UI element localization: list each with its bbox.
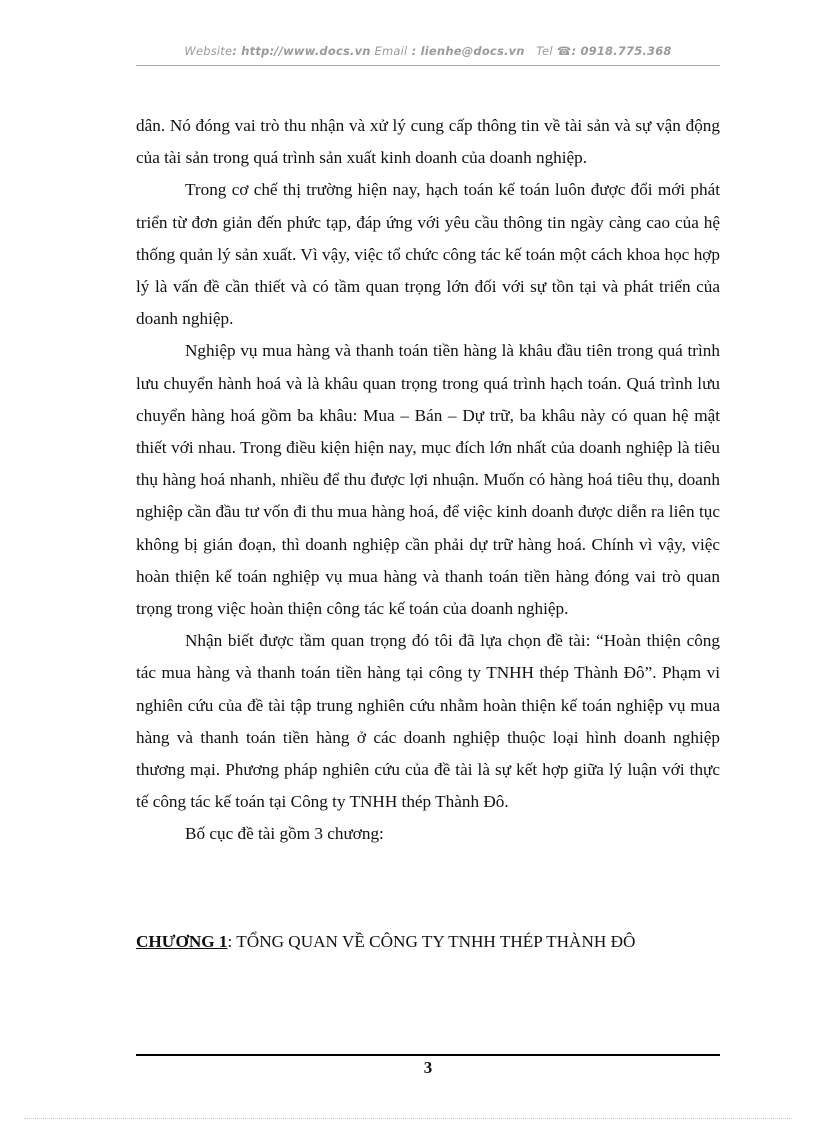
- header-tel-value: ☎: 0918.775.368: [552, 44, 672, 58]
- footer-divider: [136, 1054, 720, 1056]
- header-website-label: Website: [184, 44, 233, 58]
- header-email-label: Email: [370, 44, 408, 58]
- chapter-label: CHƯƠNG 1: [136, 932, 228, 951]
- header-email-link[interactable]: : lienhe@docs.vn: [407, 44, 525, 58]
- paragraph-topic-selection: Nhận biết được tầm quan trọng đó tôi đã lựa chọn đề tài: “Hoàn thiện công tác mua hàng và thanh toán tiền hàng tại công ty TNHH thép Thành Đô”. Phạm vi nghiên cứu của đề tài tập trung nghiên cứu nhằm hoàn thiện kế toán nghiệp vụ mua hàng và thanh toán tiền hàng ở các doanh nghiệp thuộc loại hình doanh nghiệp thương mại. Phương pháp nghiên cứu của đề tài là sự kết hợp giữa lý luận với thực tế công tác kế toán tại Công ty TNHH thép Thành Đô.: [136, 631, 720, 812]
- paragraph-purchasing-operations: Nghiệp vụ mua hàng và thanh toán tiền hàng là khâu đầu tiên trong quá trình lưu chuyển hành hoá và là khâu quan trọng trong quá trình hạch toán. Quá trình lưu chuyển hàng hoá gồm ba khâu: Mua – Bán – Dự trữ, ba khâu này có quan hệ mật thiết với nhau. Trong điều kiện hiện nay, mục đích lớn nhất của doanh nghiệp là tiêu thụ hàng hoá nhanh, nhiều để thu được lợi nhuận. Muốn có hàng hoá tiêu thụ, doanh nghiệp cần đầu tư vốn đi thu mua hàng hoá, để việc kinh doanh được diễn ra liên tục không bị gián đoạn, thì doanh nghiệp cần phải dự trữ hàng hoá. Chính vì vậy, việc hoàn thiện kế toán nghiệp vụ mua hàng và thanh toán tiền hàng đóng vai trò quan trọng trong việc hoàn thiện công tác kế toán của doanh nghiệp.: [136, 341, 720, 619]
- document-body: [136, 110, 720, 851]
- paragraph-structure-intro: Bố cục đề tài gồm 3 chương:: [185, 824, 384, 844]
- paragraph-market-mechanism: Trong cơ chế thị trường hiện nay, hạch toán kế toán luôn được đổi mới phát triển từ đơn giản đến phức tạp, đáp ứng với yêu cầu thông tin ngày càng cao của hệ thống quản lý sản xuất. Vì vậy, việc tổ chức công tác kế toán một cách khoa học hợp lý là vấn đề cần thiết và có tầm quan trọng lớn đối với sự tồn tại và phát triển của doanh nghiệp.: [136, 180, 720, 329]
- chapter-title: : TỔNG QUAN VỀ CÔNG TY TNHH THÉP THÀNH ĐÔ: [227, 932, 636, 951]
- page-bottom-border: [24, 1118, 792, 1119]
- page-header: [136, 44, 720, 58]
- page-number: 3: [423, 1058, 433, 1077]
- header-tel-label: Tel: [536, 44, 553, 58]
- header-website-link[interactable]: : http://www.docs.vn: [232, 44, 371, 58]
- paragraph-continuation: dân. Nó đóng vai trò thu nhận và xử lý cung cấp thông tin về tài sản và sự vận động của tài sản trong quá trình sản xuất kinh doanh của doanh nghiệp.: [136, 116, 720, 168]
- chapter-heading: [136, 927, 720, 957]
- header-divider: [136, 65, 720, 66]
